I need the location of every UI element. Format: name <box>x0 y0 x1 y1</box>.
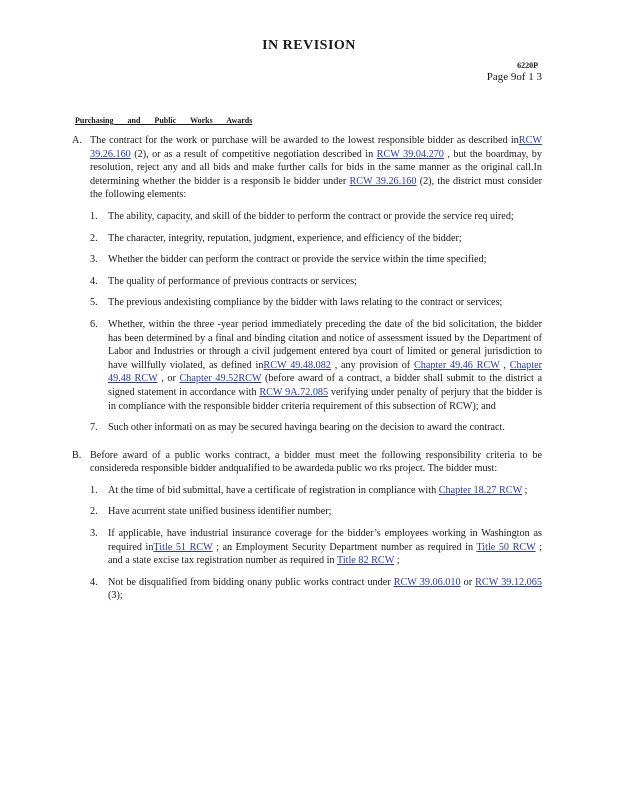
rcw-link[interactable]: RCW 39.12.065 <box>475 576 542 588</box>
list-item-number: 1. <box>90 210 98 222</box>
text-run: , any provision of <box>330 359 414 371</box>
section-b <box>72 449 542 603</box>
list-item-text <box>108 506 331 517</box>
list-item-text <box>108 211 514 222</box>
list-item <box>90 253 542 267</box>
text-run: Have acurrent state unified business identifier number; <box>108 506 332 518</box>
rcw-link[interactable]: RCW 39.26.160 <box>90 135 542 160</box>
text-run: Not be disqualified from bidding onany public works contract under <box>108 576 394 588</box>
list-item-text <box>108 485 527 496</box>
text-run: , but the boardmay, by resolution, reject any and all bids and make further calls for bids in the same manner as the original call.In determining whether the bidder is a responsib le bidder under <box>90 148 542 187</box>
document-body <box>72 134 542 603</box>
list-item <box>90 318 542 413</box>
revision-title: IN REVISION <box>262 38 356 53</box>
text-run: The contract for the work or purchase will be awarded to the lowest responsible bidder as described in <box>90 135 519 146</box>
text-run: verifying under penalty of perjury that the bidder is in compliance with the responsible bidder criteria requirement of this subsection of RCW); and <box>108 386 542 412</box>
list-item <box>90 232 542 246</box>
section-b-items <box>90 484 542 603</box>
list-item-number: 4. <box>90 576 98 588</box>
text-run: The quality of performance of previous contracts or services; <box>108 275 357 287</box>
text-run: Whether, within the three -year period immediately preceding the date of the bid solicitation, the bidder has been determined by a final and binding citation and notice of assessment issued by the Department of Labor and Industries or through a civil judgement entered bya court of limited or general jurisdiction to have willfully violated, as defined in <box>108 318 542 371</box>
text-run: ; an Employment Security Department number as required in <box>212 541 477 553</box>
list-item <box>90 527 542 568</box>
section-a-label: A. <box>72 135 82 146</box>
text-run: If applicable, have industrial insurance coverage for the bidder’s employees working in Washington as required in <box>108 528 542 553</box>
section-title: Purchasing and Public Works Awards <box>75 116 253 125</box>
section-a-text <box>90 135 542 200</box>
list-item-number: 3. <box>90 254 98 266</box>
list-item-number: 3. <box>90 528 98 540</box>
rcw-link[interactable]: Chapter 49.46 RCW <box>413 359 500 371</box>
rcw-link[interactable]: RCW 9A.72.085 <box>259 386 329 398</box>
rcw-link[interactable]: RCW 39.26.160 <box>349 175 417 187</box>
text-run: (2), the district must consider the following elements: <box>90 175 542 201</box>
section-a <box>72 134 542 435</box>
section-b-text <box>90 450 542 475</box>
list-item <box>90 421 542 435</box>
rcw-link[interactable]: Chapter 49.48 RCW <box>108 359 542 385</box>
rcw-link[interactable]: Chapter 49.52RCW <box>179 373 262 385</box>
list-item-text <box>108 233 462 244</box>
list-item-text <box>108 254 487 265</box>
list-item <box>90 275 542 289</box>
list-item <box>90 484 542 498</box>
text-run: , <box>499 359 510 371</box>
text-run: The ability, capacity, and skill of the bidder to perform the contract or provide the service req uired; <box>108 210 514 222</box>
list-item-number: 2. <box>90 232 98 244</box>
list-item-number: 1. <box>90 484 98 496</box>
list-item-text <box>108 577 542 602</box>
list-item-text <box>108 422 505 433</box>
text-run: ; <box>394 555 400 567</box>
rcw-link[interactable]: Title 51 RCW <box>153 541 213 553</box>
text-run: (2), or as a result of competitive negotiation described in <box>130 148 377 160</box>
rcw-link[interactable]: RCW 49.48.082 <box>263 359 331 371</box>
list-item <box>90 576 542 603</box>
section-b-label: B. <box>72 449 82 461</box>
text-run: ; and a state excise tax registration number as required in <box>108 541 542 567</box>
list-item-number: 5. <box>90 297 98 309</box>
list-item-text <box>108 528 542 566</box>
list-item-number: 6. <box>90 318 98 330</box>
rcw-link[interactable]: RCW 39.04.270 <box>376 148 444 160</box>
text-run: Before award of a public works contract, a bidder must meet the following responsibility criteria to be considereda responsible bidder andqualified to be awardeda public wo rks project. The bidder must: <box>90 449 542 475</box>
list-item <box>90 505 542 519</box>
page-number: Page 9of 1 3 <box>486 71 542 83</box>
text-run: (before award of a contract, a bidder shall submit to the district a signed statement in accordance with <box>108 373 542 398</box>
list-item <box>90 210 542 224</box>
text-run: The previous andexisting compliance by the bidder with laws relating to the contract or services; <box>108 297 503 309</box>
list-item <box>90 296 542 310</box>
list-item-text <box>108 319 542 412</box>
text-run: ; <box>522 484 528 496</box>
text-run: , or <box>157 373 180 385</box>
text-run: Whether the bidder can perform the contract or provide the service within the time specified; <box>108 254 487 266</box>
list-item-number: 2. <box>90 506 98 518</box>
list-item-text <box>108 276 357 287</box>
text-run: or <box>460 576 476 588</box>
rcw-link[interactable]: Chapter 18.27 RCW <box>438 484 523 496</box>
text-run: (3); <box>108 590 123 602</box>
policy-code: 6220P <box>517 61 538 70</box>
text-run: At the time of bid submittal, have a certificate of registration in compliance with <box>108 484 439 496</box>
text-run: Such other informati on as may be secured havinga bearing on the decision to award the contract. <box>108 422 505 434</box>
rcw-link[interactable]: Title 50 RCW <box>476 541 536 553</box>
rcw-link[interactable]: Title 82 RCW <box>336 555 395 567</box>
text-run: The character, integrity, reputation, judgment, experience, and efficiency of the bidder; <box>108 232 462 244</box>
list-item-number: 4. <box>90 275 98 287</box>
list-item-number: 7. <box>90 422 98 434</box>
section-a-items <box>90 210 542 435</box>
rcw-link[interactable]: RCW 39.06.010 <box>393 576 461 588</box>
list-item-text <box>108 297 502 308</box>
